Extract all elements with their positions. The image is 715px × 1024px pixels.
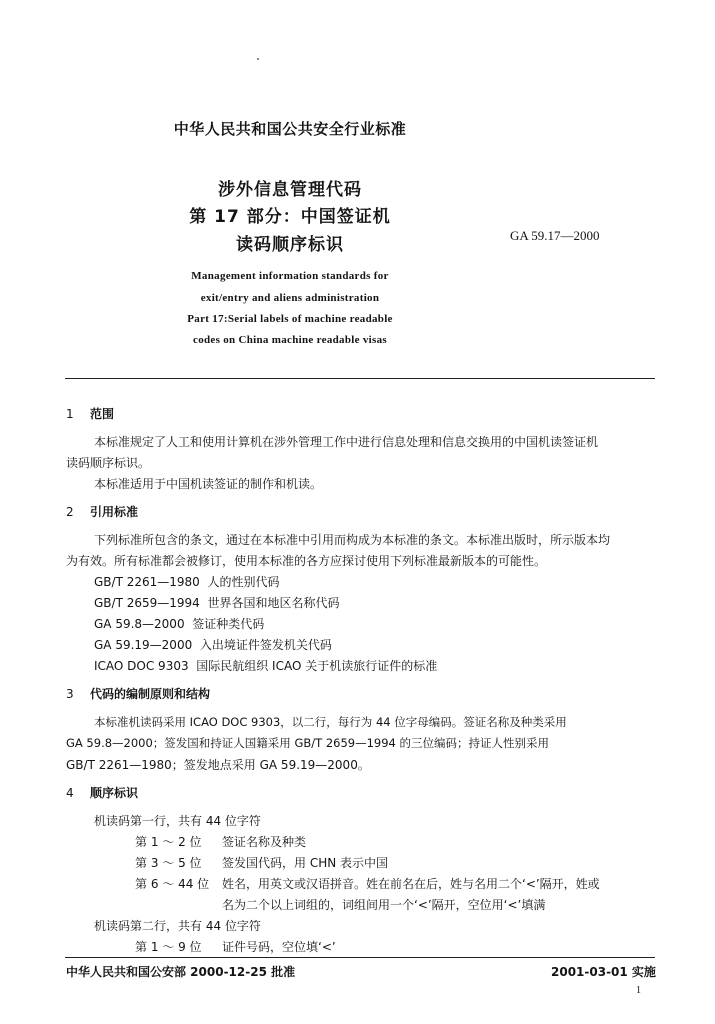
section-title: 引用标准 xyxy=(90,505,139,519)
position-description: 签证名称及种类 xyxy=(222,835,307,849)
standard-code: GA 59.17—2000 xyxy=(510,228,600,243)
approval-date: 中华人民共和国公安部 2000-12-25 批准 xyxy=(66,965,296,979)
title-line-3: 读码顺序标识 xyxy=(236,235,344,255)
page-number: 1 xyxy=(636,985,641,996)
reference-item xyxy=(94,636,332,653)
standard-authority: 中华人民共和国公共安全行业标准 xyxy=(173,120,407,138)
effective-date: 2001-03-01 实施 xyxy=(551,965,656,979)
english-title-line-2: exit/entry and aliens administration xyxy=(200,292,380,304)
position-description-continued: 名为二个以上词组的，词组间用一个‘<’隔开，空位用‘<’填满 xyxy=(222,898,546,912)
paragraph-line: GB/T 2261—1980；签发地点采用 GA 59.19—2000。 xyxy=(66,758,370,772)
paragraph-line: 本标准机读码采用 ICAO DOC 9303，以二行，每行为 44 位字母编码。签证名称及种类采用 xyxy=(94,715,567,729)
section-number: 3 xyxy=(66,687,74,701)
section-2-heading xyxy=(66,503,138,520)
paragraph-line: 本标准规定了人工和使用计算机在涉外管理工作中进行信息处理和信息交换用的中国机读签证机 xyxy=(94,435,599,449)
section-number: 4 xyxy=(66,786,74,800)
paragraph-line: 本标准适用于中国机读签证的制作和机读。 xyxy=(94,477,323,491)
paragraph-line: 读码顺序标识。 xyxy=(66,456,151,470)
section-title: 顺序标识 xyxy=(90,786,139,800)
position-label: 第 6 ～ 44 位 xyxy=(135,877,210,891)
reference-item xyxy=(94,573,279,590)
reference-item xyxy=(94,657,437,674)
reference-item xyxy=(94,615,264,632)
reference-title: 国际民航组织 ICAO 关于机读旅行证件的标准 xyxy=(196,659,438,673)
english-title-line-1: Management information standards for xyxy=(191,270,389,282)
section-number: 1 xyxy=(66,407,74,421)
section-title: 代码的编制原则和结构 xyxy=(90,687,211,701)
paragraph-line: 机读码第一行，共有 44 位字符 xyxy=(94,814,261,828)
position-label: 第 3 ～ 5 位 xyxy=(135,856,202,870)
english-title-line-4: codes on China machine readable visas xyxy=(193,334,387,346)
title-line-1: 涉外信息管理代码 xyxy=(218,180,362,200)
scan-speck xyxy=(257,58,259,60)
position-label: 第 1 ～ 9 位 xyxy=(135,940,202,954)
title-line-2: 第 17 部分：中国签证机 xyxy=(189,207,391,227)
reference-title: 签证种类代码 xyxy=(192,617,265,631)
position-description: 姓名，用英文或汉语拼音。姓在前名在后，姓与名用二个‘<’隔开，姓或 xyxy=(222,877,600,891)
reference-code: ICAO DOC 9303 xyxy=(94,659,189,673)
paragraph-line: GA 59.8—2000；签发国和持证人国籍采用 GB/T 2659—1994 的三位编码；持证人性别采用 xyxy=(66,736,550,750)
section-3-heading xyxy=(66,685,210,702)
reference-code: GA 59.8—2000 xyxy=(94,617,185,631)
english-title-line-3: Part 17:Serial labels of machine readable xyxy=(187,313,393,325)
reference-title: 人的性别代码 xyxy=(207,575,280,589)
reference-title: 世界各国和地区名称代码 xyxy=(207,596,340,610)
section-1-heading xyxy=(66,405,114,422)
section-title: 范围 xyxy=(90,407,115,421)
header-divider xyxy=(65,378,655,379)
reference-title: 入出境证件签发机关代码 xyxy=(199,638,332,652)
paragraph-line: 为有效。所有标准都会被修订，使用本标准的各方应探讨使用下列标准最新版本的可能性。 xyxy=(66,554,547,568)
reference-code: GA 59.19—2000 xyxy=(94,638,193,652)
position-description: 签发国代码，用 CHN 表示中国 xyxy=(222,856,389,870)
footer-divider xyxy=(65,957,655,958)
paragraph-line: 下列标准所包含的条文，通过在本标准中引用而构成为本标准的条文。本标准出版时，所示版本均 xyxy=(94,533,611,547)
paragraph-line: 机读码第二行，共有 44 位字符 xyxy=(94,919,261,933)
reference-code: GB/T 2261—1980 xyxy=(94,575,200,589)
position-description: 证件号码，空位填‘<’ xyxy=(222,940,336,954)
position-label: 第 1 ～ 2 位 xyxy=(135,835,202,849)
reference-code: GB/T 2659—1994 xyxy=(94,596,200,610)
section-4-heading xyxy=(66,784,138,801)
section-number: 2 xyxy=(66,505,74,519)
reference-item xyxy=(94,594,339,611)
